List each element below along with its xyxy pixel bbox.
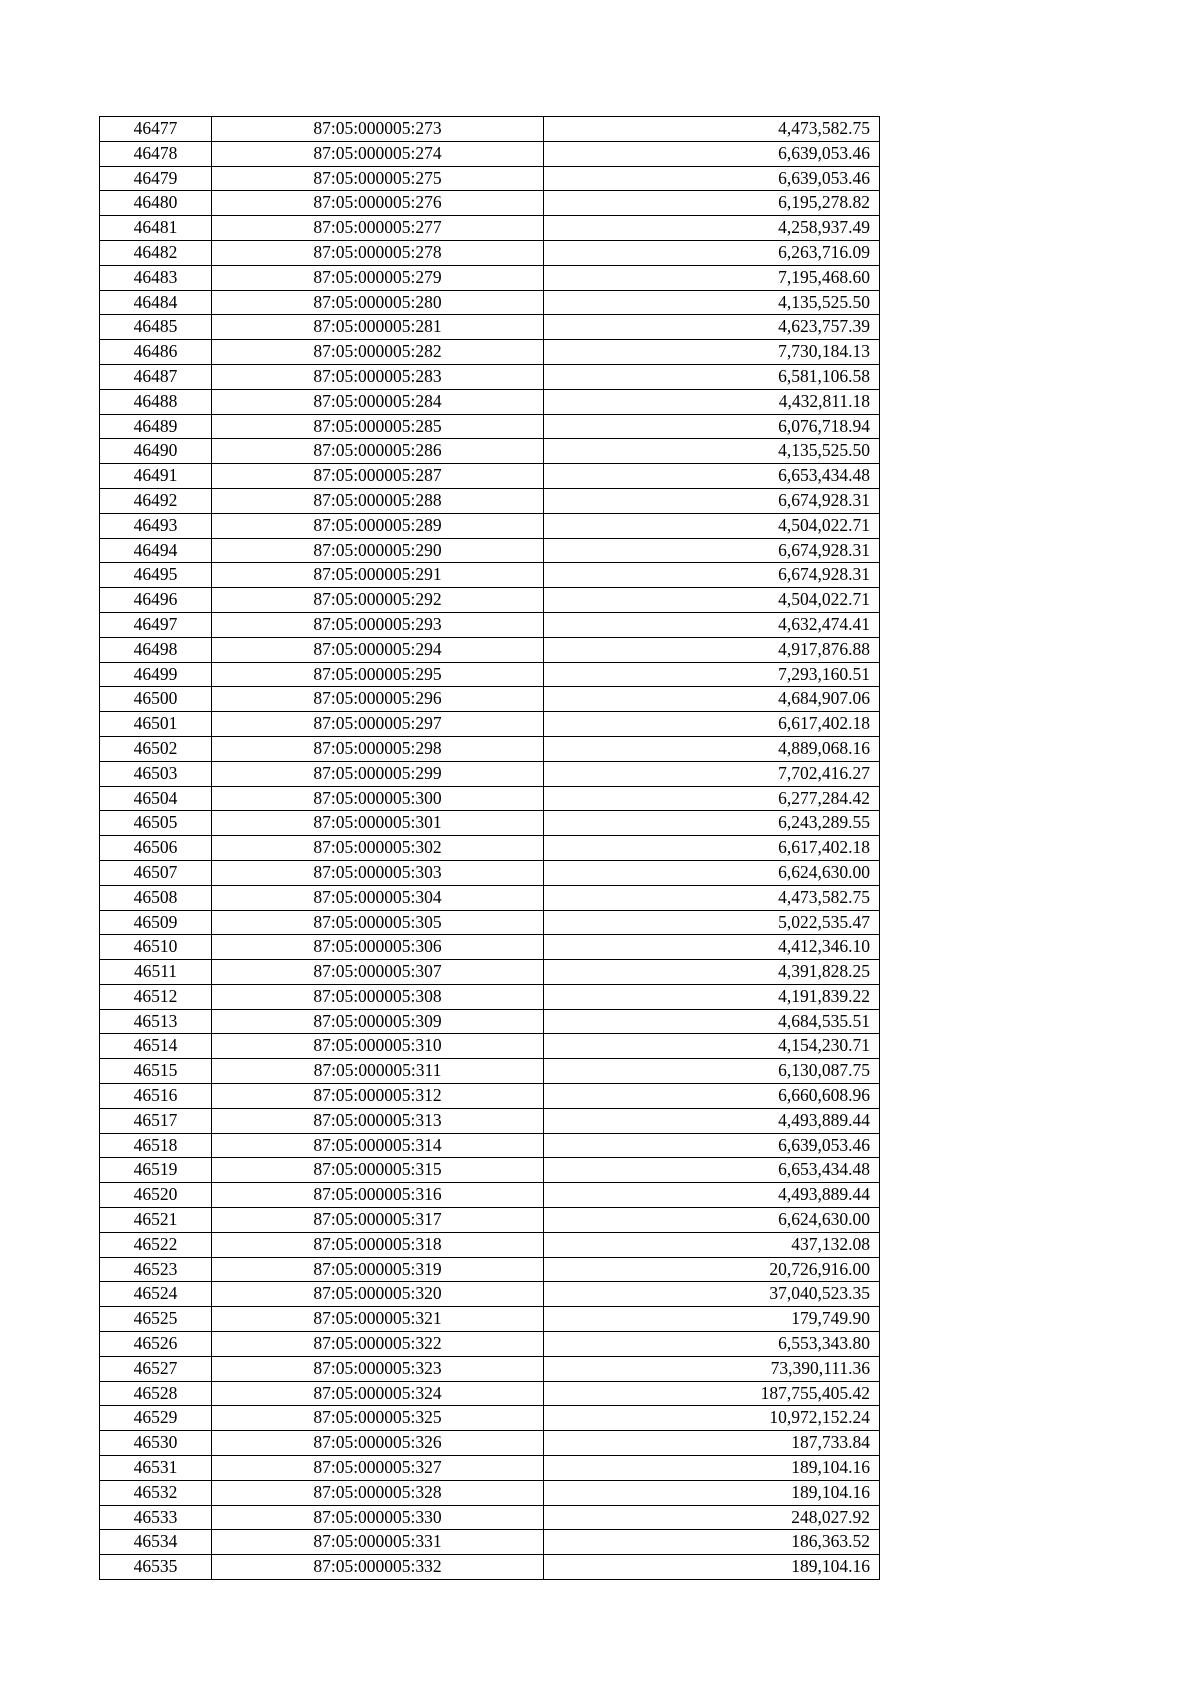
row-id-cell: 46526: [100, 1332, 212, 1357]
cadastral-value-cell: 10,972,152.24: [544, 1406, 880, 1431]
cadastral-number-cell: 87:05:000005:297: [212, 712, 544, 737]
table-row: [100, 736, 880, 761]
cadastral-number-cell: 87:05:000005:311: [212, 1059, 544, 1084]
row-id-cell: 46493: [100, 513, 212, 538]
table-row: [100, 960, 880, 985]
cadastral-value-cell: 6,639,053.46: [544, 166, 880, 191]
cadastral-value-cell: 6,130,087.75: [544, 1059, 880, 1084]
row-id-cell: 46492: [100, 488, 212, 513]
table-row: [100, 240, 880, 265]
cadastral-number-cell: 87:05:000005:326: [212, 1431, 544, 1456]
cadastral-value-cell: 186,363.52: [544, 1530, 880, 1555]
cadastral-value-cell: 4,473,582.75: [544, 117, 880, 142]
cadastral-value-cell: 6,624,630.00: [544, 860, 880, 885]
cadastral-value-cell: 6,674,928.31: [544, 488, 880, 513]
cadastral-value-cell: 6,553,343.80: [544, 1332, 880, 1357]
cadastral-number-cell: 87:05:000005:328: [212, 1480, 544, 1505]
cadastral-number-cell: 87:05:000005:309: [212, 1009, 544, 1034]
table-row: [100, 1084, 880, 1109]
cadastral-number-cell: 87:05:000005:301: [212, 811, 544, 836]
row-id-cell: 46481: [100, 216, 212, 241]
cadastral-number-cell: 87:05:000005:278: [212, 240, 544, 265]
cadastral-number-cell: 87:05:000005:314: [212, 1133, 544, 1158]
row-id-cell: 46505: [100, 811, 212, 836]
cadastral-value-cell: 6,653,434.48: [544, 464, 880, 489]
table-row: [100, 712, 880, 737]
table-row: [100, 1282, 880, 1307]
cadastral-value-cell: 189,104.16: [544, 1480, 880, 1505]
cadastral-number-cell: 87:05:000005:312: [212, 1084, 544, 1109]
cadastral-number-cell: 87:05:000005:280: [212, 290, 544, 315]
row-id-cell: 46529: [100, 1406, 212, 1431]
row-id-cell: 46504: [100, 786, 212, 811]
cadastral-value-cell: 7,730,184.13: [544, 340, 880, 365]
cadastral-number-cell: 87:05:000005:324: [212, 1381, 544, 1406]
table-row: [100, 1257, 880, 1282]
row-id-cell: 46528: [100, 1381, 212, 1406]
table-row: [100, 1456, 880, 1481]
cadastral-number-cell: 87:05:000005:321: [212, 1307, 544, 1332]
row-id-cell: 46520: [100, 1183, 212, 1208]
row-id-cell: 46518: [100, 1133, 212, 1158]
cadastral-number-cell: 87:05:000005:274: [212, 141, 544, 166]
cadastral-number-cell: 87:05:000005:310: [212, 1034, 544, 1059]
table-row: [100, 1381, 880, 1406]
cadastral-number-cell: 87:05:000005:316: [212, 1183, 544, 1208]
row-id-cell: 46488: [100, 389, 212, 414]
table-row: [100, 265, 880, 290]
cadastral-value-cell: 7,702,416.27: [544, 761, 880, 786]
row-id-cell: 46514: [100, 1034, 212, 1059]
row-id-cell: 46509: [100, 910, 212, 935]
table-row: [100, 1431, 880, 1456]
row-id-cell: 46530: [100, 1431, 212, 1456]
table-row: [100, 1183, 880, 1208]
cadastral-value-cell: 4,684,907.06: [544, 687, 880, 712]
table-row: [100, 439, 880, 464]
table-row: [100, 1332, 880, 1357]
row-id-cell: 46533: [100, 1505, 212, 1530]
table-row: [100, 1555, 880, 1580]
row-id-cell: 46502: [100, 736, 212, 761]
cadastral-number-cell: 87:05:000005:325: [212, 1406, 544, 1431]
cadastral-value-cell: 4,191,839.22: [544, 984, 880, 1009]
table-row: [100, 389, 880, 414]
cadastral-value-cell: 4,493,889.44: [544, 1108, 880, 1133]
table-row: [100, 1059, 880, 1084]
cadastral-number-cell: 87:05:000005:303: [212, 860, 544, 885]
table-row: [100, 364, 880, 389]
cadastral-value-cell: 4,432,811.18: [544, 389, 880, 414]
cadastral-value-cell: 4,391,828.25: [544, 960, 880, 985]
table-row: [100, 1307, 880, 1332]
cadastral-value-cell: 189,104.16: [544, 1456, 880, 1481]
row-id-cell: 46495: [100, 563, 212, 588]
cadastral-number-cell: 87:05:000005:281: [212, 315, 544, 340]
row-id-cell: 46487: [100, 364, 212, 389]
cadastral-number-cell: 87:05:000005:332: [212, 1555, 544, 1580]
cadastral-number-cell: 87:05:000005:317: [212, 1208, 544, 1233]
row-id-cell: 46483: [100, 265, 212, 290]
cadastral-number-cell: 87:05:000005:284: [212, 389, 544, 414]
row-id-cell: 46478: [100, 141, 212, 166]
row-id-cell: 46501: [100, 712, 212, 737]
table-row: [100, 662, 880, 687]
cadastral-value-cell: 6,076,718.94: [544, 414, 880, 439]
cadastral-value-cell: 4,623,757.39: [544, 315, 880, 340]
table-row: [100, 811, 880, 836]
table-row: [100, 1108, 880, 1133]
table-row: [100, 513, 880, 538]
row-id-cell: 46521: [100, 1208, 212, 1233]
table-row: [100, 1034, 880, 1059]
cadastral-value-cell: 6,617,402.18: [544, 712, 880, 737]
cadastral-number-cell: 87:05:000005:273: [212, 117, 544, 142]
cadastral-number-cell: 87:05:000005:302: [212, 836, 544, 861]
cadastral-value-cell: 4,135,525.50: [544, 439, 880, 464]
row-id-cell: 46515: [100, 1059, 212, 1084]
cadastral-value-cell: 179,749.90: [544, 1307, 880, 1332]
cadastral-value-cell: 6,195,278.82: [544, 191, 880, 216]
table-row: [100, 1505, 880, 1530]
cadastral-value-cell: 6,674,928.31: [544, 538, 880, 563]
cadastral-number-cell: 87:05:000005:308: [212, 984, 544, 1009]
cadastral-number-cell: 87:05:000005:305: [212, 910, 544, 935]
cadastral-value-cell: 5,022,535.47: [544, 910, 880, 935]
cadastral-number-cell: 87:05:000005:331: [212, 1530, 544, 1555]
table-row: [100, 315, 880, 340]
cadastral-value-cell: 20,726,916.00: [544, 1257, 880, 1282]
row-id-cell: 46513: [100, 1009, 212, 1034]
cadastral-number-cell: 87:05:000005:294: [212, 637, 544, 662]
table-row: [100, 538, 880, 563]
row-id-cell: 46523: [100, 1257, 212, 1282]
row-id-cell: 46508: [100, 885, 212, 910]
row-id-cell: 46532: [100, 1480, 212, 1505]
cadastral-number-cell: 87:05:000005:307: [212, 960, 544, 985]
cadastral-value-cell: 7,195,468.60: [544, 265, 880, 290]
row-id-cell: 46500: [100, 687, 212, 712]
cadastral-number-cell: 87:05:000005:327: [212, 1456, 544, 1481]
table-row: [100, 117, 880, 142]
row-id-cell: 46531: [100, 1456, 212, 1481]
cadastral-value-cell: 4,504,022.71: [544, 513, 880, 538]
cadastral-number-cell: 87:05:000005:313: [212, 1108, 544, 1133]
cadastral-value-cell: 4,154,230.71: [544, 1034, 880, 1059]
cadastral-value-cell: 6,639,053.46: [544, 141, 880, 166]
row-id-cell: 46516: [100, 1084, 212, 1109]
cadastral-value-cell: 4,504,022.71: [544, 588, 880, 613]
table-row: [100, 290, 880, 315]
cadastral-value-cell: 189,104.16: [544, 1555, 880, 1580]
table-row: [100, 414, 880, 439]
row-id-cell: 46489: [100, 414, 212, 439]
row-id-cell: 46503: [100, 761, 212, 786]
cadastral-number-cell: 87:05:000005:291: [212, 563, 544, 588]
row-id-cell: 46490: [100, 439, 212, 464]
cadastral-number-cell: 87:05:000005:323: [212, 1356, 544, 1381]
cadastral-number-cell: 87:05:000005:275: [212, 166, 544, 191]
table-row: [100, 166, 880, 191]
cadastral-value-cell: 4,258,937.49: [544, 216, 880, 241]
cadastral-value-cell: 187,733.84: [544, 1431, 880, 1456]
row-id-cell: 46491: [100, 464, 212, 489]
cadastral-number-cell: 87:05:000005:299: [212, 761, 544, 786]
row-id-cell: 46527: [100, 1356, 212, 1381]
row-id-cell: 46535: [100, 1555, 212, 1580]
cadastral-number-cell: 87:05:000005:276: [212, 191, 544, 216]
row-id-cell: 46517: [100, 1108, 212, 1133]
cadastral-value-cell: 6,653,434.48: [544, 1158, 880, 1183]
cadastral-value-cell: 248,027.92: [544, 1505, 880, 1530]
table-row: [100, 786, 880, 811]
row-id-cell: 46498: [100, 637, 212, 662]
cadastral-number-cell: 87:05:000005:290: [212, 538, 544, 563]
cadastral-number-cell: 87:05:000005:292: [212, 588, 544, 613]
table-row: [100, 1356, 880, 1381]
table-row: [100, 141, 880, 166]
table-row: [100, 885, 880, 910]
row-id-cell: 46499: [100, 662, 212, 687]
cadastral-number-cell: 87:05:000005:279: [212, 265, 544, 290]
table-row: [100, 1009, 880, 1034]
cadastral-value-cell: 4,632,474.41: [544, 612, 880, 637]
table-row: [100, 563, 880, 588]
table-row: [100, 1208, 880, 1233]
cadastral-number-cell: 87:05:000005:296: [212, 687, 544, 712]
cadastral-value-cell: 187,755,405.42: [544, 1381, 880, 1406]
cadastral-value-cell: 4,473,582.75: [544, 885, 880, 910]
cadastral-number-cell: 87:05:000005:315: [212, 1158, 544, 1183]
table-row: [100, 637, 880, 662]
table-row: [100, 761, 880, 786]
cadastral-number-cell: 87:05:000005:306: [212, 935, 544, 960]
row-id-cell: 46494: [100, 538, 212, 563]
cadastral-value-cell: 4,135,525.50: [544, 290, 880, 315]
table-row: [100, 1232, 880, 1257]
table-row: [100, 1530, 880, 1555]
row-id-cell: 46511: [100, 960, 212, 985]
cadastral-value-cell: 6,639,053.46: [544, 1133, 880, 1158]
row-id-cell: 46486: [100, 340, 212, 365]
cadastral-number-cell: 87:05:000005:288: [212, 488, 544, 513]
cadastral-value-cell: 6,624,630.00: [544, 1208, 880, 1233]
table-row: [100, 910, 880, 935]
cadastral-value-cell: 6,263,716.09: [544, 240, 880, 265]
cadastral-value-table: [99, 116, 880, 1580]
cadastral-value-cell: 6,581,106.58: [544, 364, 880, 389]
cadastral-number-cell: 87:05:000005:282: [212, 340, 544, 365]
row-id-cell: 46510: [100, 935, 212, 960]
cadastral-value-cell: 6,617,402.18: [544, 836, 880, 861]
row-id-cell: 46522: [100, 1232, 212, 1257]
row-id-cell: 46480: [100, 191, 212, 216]
table-row: [100, 464, 880, 489]
cadastral-number-cell: 87:05:000005:298: [212, 736, 544, 761]
table-row: [100, 612, 880, 637]
cadastral-number-cell: 87:05:000005:289: [212, 513, 544, 538]
cadastral-number-cell: 87:05:000005:304: [212, 885, 544, 910]
cadastral-value-cell: 6,674,928.31: [544, 563, 880, 588]
cadastral-value-cell: 6,277,284.42: [544, 786, 880, 811]
table-row: [100, 1480, 880, 1505]
cadastral-value-cell: 6,660,608.96: [544, 1084, 880, 1109]
table-row: [100, 588, 880, 613]
cadastral-number-cell: 87:05:000005:295: [212, 662, 544, 687]
row-id-cell: 46507: [100, 860, 212, 885]
table-row: [100, 687, 880, 712]
cadastral-number-cell: 87:05:000005:322: [212, 1332, 544, 1357]
table-row: [100, 216, 880, 241]
cadastral-number-cell: 87:05:000005:277: [212, 216, 544, 241]
cadastral-value-cell: 37,040,523.35: [544, 1282, 880, 1307]
cadastral-value-cell: 4,493,889.44: [544, 1183, 880, 1208]
cadastral-number-cell: 87:05:000005:286: [212, 439, 544, 464]
row-id-cell: 46497: [100, 612, 212, 637]
cadastral-number-cell: 87:05:000005:283: [212, 364, 544, 389]
row-id-cell: 46519: [100, 1158, 212, 1183]
row-id-cell: 46506: [100, 836, 212, 861]
cadastral-value-cell: 4,412,346.10: [544, 935, 880, 960]
row-id-cell: 46477: [100, 117, 212, 142]
cadastral-number-cell: 87:05:000005:330: [212, 1505, 544, 1530]
cadastral-value-cell: 437,132.08: [544, 1232, 880, 1257]
cadastral-value-cell: 4,684,535.51: [544, 1009, 880, 1034]
row-id-cell: 46479: [100, 166, 212, 191]
cadastral-value-cell: 7,293,160.51: [544, 662, 880, 687]
table-row: [100, 984, 880, 1009]
cadastral-number-cell: 87:05:000005:320: [212, 1282, 544, 1307]
row-id-cell: 46485: [100, 315, 212, 340]
cadastral-value-cell: 6,243,289.55: [544, 811, 880, 836]
table-row: [100, 1158, 880, 1183]
row-id-cell: 46534: [100, 1530, 212, 1555]
table-row: [100, 191, 880, 216]
table-body: [100, 117, 880, 1580]
row-id-cell: 46525: [100, 1307, 212, 1332]
cadastral-number-cell: 87:05:000005:293: [212, 612, 544, 637]
table-row: [100, 1406, 880, 1431]
row-id-cell: 46482: [100, 240, 212, 265]
cadastral-number-cell: 87:05:000005:285: [212, 414, 544, 439]
cadastral-number-cell: 87:05:000005:319: [212, 1257, 544, 1282]
row-id-cell: 46484: [100, 290, 212, 315]
cadastral-value-cell: 73,390,111.36: [544, 1356, 880, 1381]
cadastral-value-cell: 4,917,876.88: [544, 637, 880, 662]
cadastral-number-cell: 87:05:000005:287: [212, 464, 544, 489]
cadastral-value-cell: 4,889,068.16: [544, 736, 880, 761]
table-row: [100, 836, 880, 861]
table-row: [100, 488, 880, 513]
table-row: [100, 340, 880, 365]
row-id-cell: 46496: [100, 588, 212, 613]
table-row: [100, 860, 880, 885]
table-row: [100, 935, 880, 960]
cadastral-number-cell: 87:05:000005:318: [212, 1232, 544, 1257]
cadastral-number-cell: 87:05:000005:300: [212, 786, 544, 811]
table-row: [100, 1133, 880, 1158]
row-id-cell: 46512: [100, 984, 212, 1009]
row-id-cell: 46524: [100, 1282, 212, 1307]
